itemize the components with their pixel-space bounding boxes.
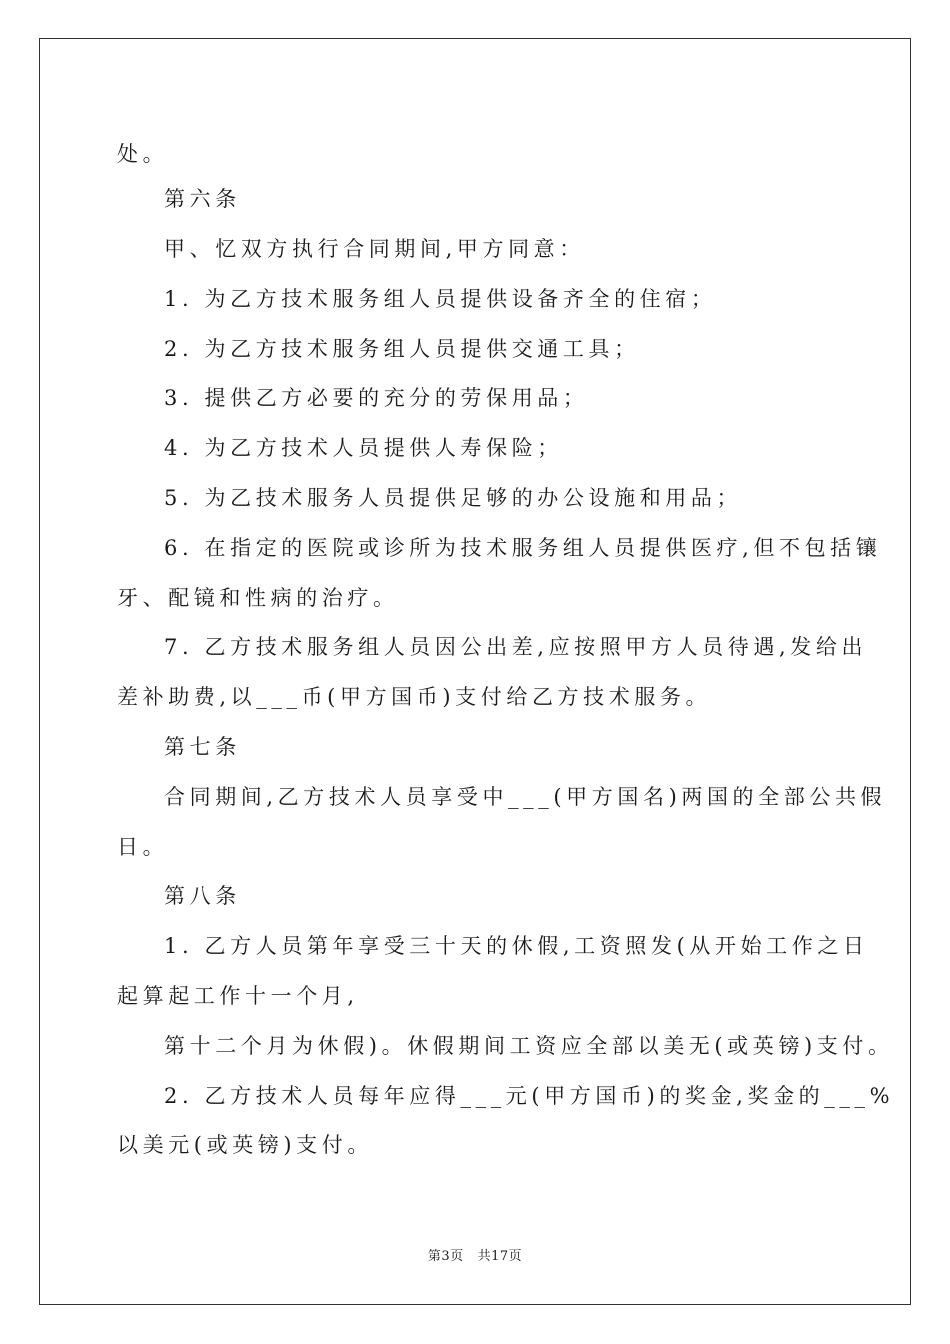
text-line: 甲、忆双方执行合同期间,甲方同意： (164, 237, 585, 261)
list-item: 2. 乙方技术人员每年应得___元(甲方国币)的奖金,奖金的___% (164, 1084, 895, 1108)
page-footer (0, 1248, 950, 1266)
text-line: 以美元(或英镑)支付。 (117, 1133, 373, 1157)
text-line: 第十二个月为休假)。休假期间工资应全部以美无(或英镑)支付。 (164, 1034, 894, 1058)
page-border (39, 38, 911, 1305)
list-item: 3. 提供乙方必要的充分的劳保用品； (164, 386, 589, 410)
list-item: 7. 乙方技术服务组人员因公出差,应按照甲方人员待遇,发给出 (164, 635, 868, 659)
list-item: 6. 在指定的医院或诊所为技术服务组人员提供医疗,但不包括镶 (164, 536, 882, 560)
text-line: 合同期间,乙方技术人员享受中___(甲方国名)两国的全部公共假 (164, 785, 887, 809)
list-item: 4. 为乙方技术人员提供人寿保险； (164, 436, 563, 460)
page-number: 第3页 (427, 1249, 464, 1264)
page-total: 共17页 (477, 1249, 523, 1264)
text-line: 日。 (117, 835, 169, 859)
article-heading: 第七条 (164, 735, 241, 759)
list-item: 1. 为乙方技术服务组人员提供设备齐全的住宿； (164, 287, 717, 311)
text-line: 牙、配镜和性病的治疗。 (117, 586, 399, 610)
text-line: 差补助费,以___币(甲方国币)支付给乙方技术服务。 (117, 685, 712, 709)
article-heading: 第六条 (164, 187, 241, 211)
article-heading: 第八条 (164, 884, 241, 908)
list-item: 2. 为乙方技术服务组人员提供交通工具； (164, 337, 640, 361)
text-line: 处。 (117, 142, 169, 166)
list-item: 5. 为乙技术服务人员提供足够的办公设施和用品； (164, 486, 743, 510)
list-item: 1. 乙方人员第年享受三十天的休假,工资照发(从开始工作之日 (164, 934, 869, 958)
text-line: 起算起工作十一个月, (117, 984, 359, 1008)
